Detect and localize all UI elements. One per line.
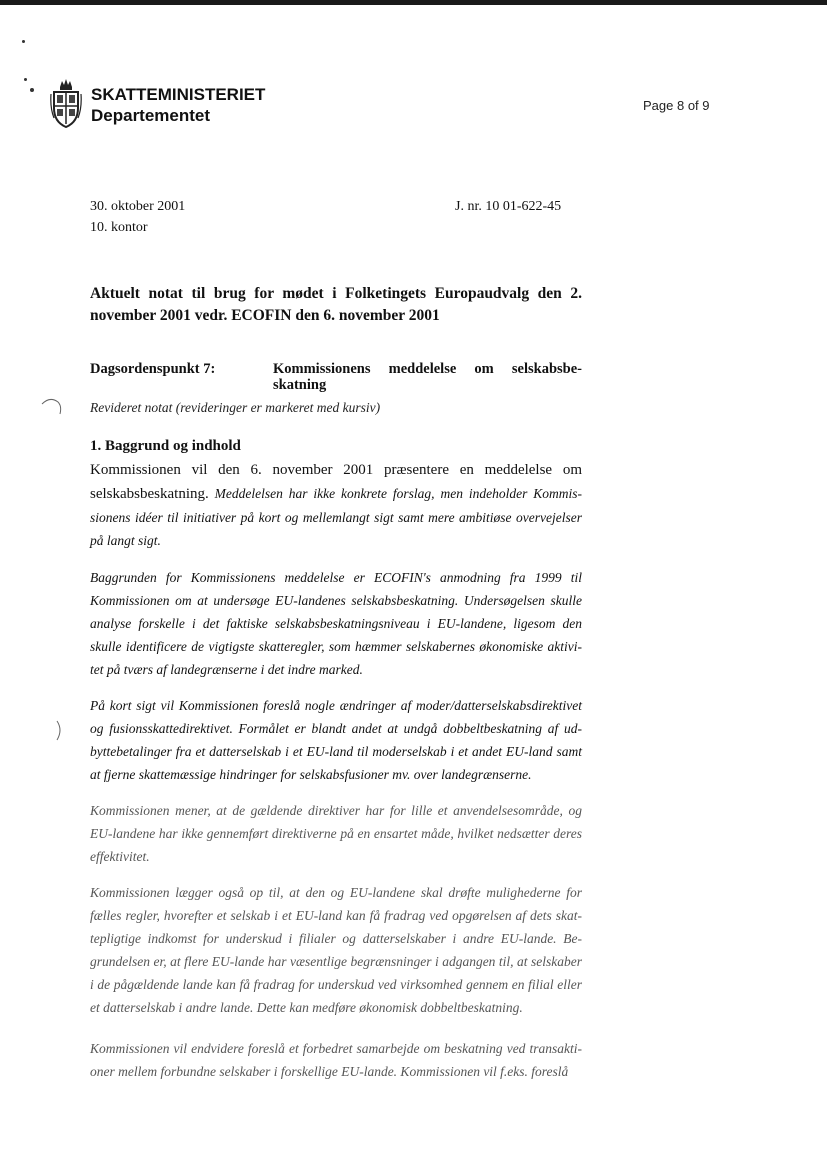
journal-number: J. nr. 10 01-622-45 xyxy=(455,199,562,214)
ministry-name xyxy=(91,84,265,126)
document-date: 30. oktober 2001 xyxy=(90,199,186,214)
scan-speck xyxy=(24,78,27,81)
ministry-name-line2: Departementet xyxy=(91,106,211,125)
paragraph-transfer-pricing: Kommissionen vil endvidere foreslå et forbedret samarbejde om beskatning ved transakti-oner mellem forbundne selskaber i forskellige EU-lande. Kommissionen vil f.eks. foreslå xyxy=(90,1041,582,1079)
paragraph-loss-relief: Kommissionen lægger også op til, at den og EU-landene skal drøfte mulighederne for fælles regler, hvorefter et selskab i et EU-land kan få fradrag ved opgørelsen af dets skat-tepligtige indkomst for underskud i filialer og datterselskaber i andre EU-lande. Be-grundelsen er, at flere EU-lande har væsentlige begrænsninger i adgangen til, at selskaber i de pågældende lande kan få fradrag for underskud ved virksomhed gennem en filial eller et datterselskab i andre lande. Dette kan medføre økonomisk dobbeltbeskatning. xyxy=(90,885,582,1015)
document-meta xyxy=(90,196,185,238)
scan-speck xyxy=(30,88,34,92)
office-label: 10. kontor xyxy=(90,220,148,235)
revision-note: Revideret notat (revideringer er markeret med kursiv) xyxy=(90,400,381,415)
paragraph-background-italic: Meddelelsen har ikke konkrete forslag, men indeholder Kommis-sionens idéer til initiativer på kort og mellemlangt sigt samt mere ambitiøse overvejelser på langt sigt. xyxy=(90,486,582,548)
document-heading: Aktuelt notat til brug for mødet i Folketingets Europaudvalg den 2. november 2001 vedr. ECOFIN den 6. november 2001 xyxy=(90,285,582,324)
section-title: 1. Baggrund og indhold xyxy=(90,438,241,454)
paragraph-ecofin-request: Baggrunden for Kommissionens meddelelse er ECOFIN's anmodning fra 1999 til Kommissionen om at undersøge EU-landenes selskabsbeskatning. Undersøgelsen skulle analyse forskelle i det faktiske selskabsbeskatningsniveau i EU-landene, ligesom den skulle identificere de vigtigste skatteregler, som hæmmer selskabernes økonomiske aktivi-tet på tværs af landegrænserne i det indre marked. xyxy=(90,570,582,677)
paragraph-background-plain: Kommissionen vil den 6. november 2001 præsentere en meddelelse om selskabsbeskatning. xyxy=(90,462,582,502)
scan-speck xyxy=(22,40,25,43)
agenda-label: Dagsordenspunkt 7: xyxy=(90,361,216,377)
paragraph-directives: Kommissionen mener, at de gældende direktiver har for lille et anvendelsesområde, og EU-landene har ikke gennemført direktiverne på en ensartet måde, hvilket nedsætter deres effektivitet. xyxy=(90,803,582,864)
danish-royal-crest-icon xyxy=(50,78,82,128)
paragraph-background xyxy=(90,458,582,552)
margin-bracket-mark xyxy=(54,720,66,742)
page-number: Page 8 of 9 xyxy=(643,98,710,113)
paragraph-short-term: På kort sigt vil Kommissionen foreslå nogle ændringer af moder/datterselskabsdirektivet og fusionsskattedirektivet. Formålet er blandt andet at undgå dobbeltbeskatning af ud-byttebetalinger fra et datterselskab i et EU-land til moderselskab i et andet EU-land samt at fjerne skattemæssige hindringer for selskabsfusioner mv. over landegrænserne. xyxy=(90,698,582,782)
margin-bracket-mark xyxy=(40,396,66,418)
top-scan-rule xyxy=(0,0,827,5)
agenda-title: Kommissionens meddelelse om selskabsbe-skatning xyxy=(273,361,582,393)
ministry-name-line1: SKATTEMINISTERIET xyxy=(91,85,266,104)
